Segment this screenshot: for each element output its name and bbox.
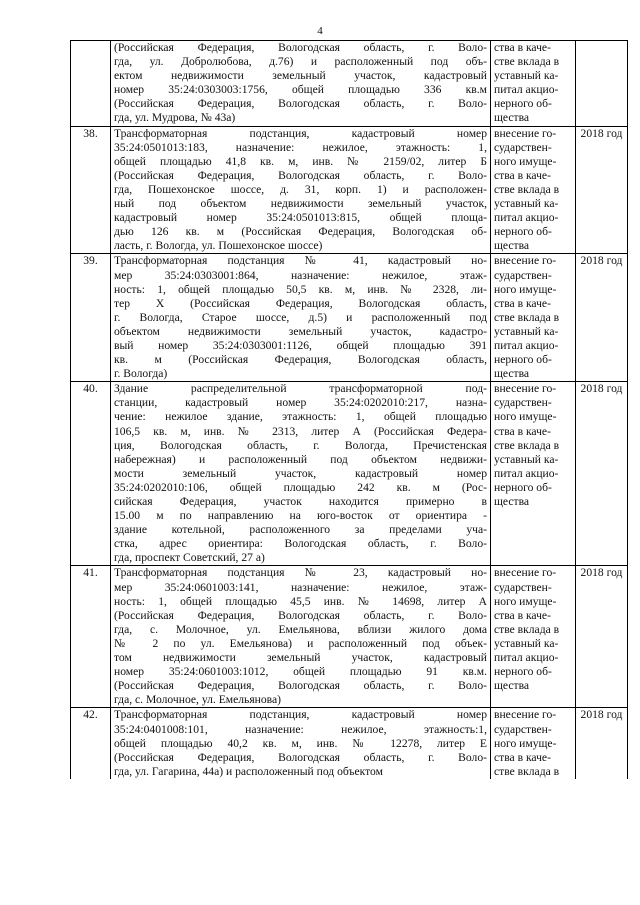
- description-line: том недвижимости земельный участок, кадастровый: [114, 651, 487, 665]
- method-line: внесение го-: [494, 126, 557, 140]
- property-description: [111, 126, 491, 254]
- description-line: чение: нежилое здание, этажность: 1, общей площадью: [114, 410, 487, 424]
- privatization-year: 2018 год: [576, 708, 628, 779]
- method-line: питал акцио-: [494, 83, 559, 97]
- table-row: [71, 566, 628, 708]
- property-table-body: [71, 41, 628, 779]
- description-line: набережная) и расположенный под объектом недвижи-: [114, 452, 487, 466]
- description-line: тер Х (Российская Федерация, Вологодская область,: [114, 296, 487, 310]
- description-line: Трансформаторная подстанция № 23, кадастровый но-: [114, 566, 487, 580]
- method-line: сударствен-: [494, 140, 552, 154]
- property-description: [111, 566, 491, 708]
- method-line: нерного об-: [494, 225, 552, 239]
- description-line: мер 35:24:0303001:864, назначение: нежилое, этаж-: [114, 268, 487, 282]
- row-number: 42.: [71, 708, 111, 779]
- description-line: (Российская Федерация, Вологодская область, г. Воло-: [114, 97, 487, 111]
- privatization-method: [491, 41, 576, 127]
- description-line: ность: 1, общей площадью 45,5 инв. № 14698, литер А: [114, 594, 487, 608]
- description-line: объектом недвижимости земельный участок, кадастро-: [114, 324, 487, 338]
- privatization-year: [576, 41, 628, 127]
- method-line: питал акцио-: [494, 466, 559, 480]
- method-line: нерного об-: [494, 97, 552, 111]
- method-line: ства в каче-: [494, 608, 551, 622]
- method-line: внесение го-: [494, 566, 557, 580]
- method-line: стве вклада в: [494, 622, 560, 636]
- method-line: нерного об-: [494, 665, 552, 679]
- method-line: ного имуще-: [494, 410, 557, 424]
- method-line: ства в каче-: [494, 296, 551, 310]
- method-line: уставный ка-: [494, 636, 559, 650]
- privatization-method: [491, 126, 576, 254]
- privatization-method: [491, 254, 576, 382]
- description-line: здание котельной, расположенного за пределами уча-: [114, 523, 487, 537]
- method-line: щества: [494, 495, 530, 508]
- method-line: питал акцио-: [494, 211, 559, 225]
- method-line: сударствен-: [494, 580, 552, 594]
- table-row: [71, 41, 628, 127]
- privatization-year: 2018 год: [576, 254, 628, 382]
- method-line: нерного об-: [494, 480, 552, 494]
- method-line: щества: [494, 679, 530, 693]
- method-line: сударствен-: [494, 396, 552, 410]
- description-line: гда, Пошехонское шоссе, д. 31, корп. 1) и расположен-: [114, 182, 487, 196]
- privatization-method: [491, 382, 576, 566]
- description-line: (Российская Федерация, Вологодская область, г. Воло-: [114, 41, 487, 54]
- page-number: 4: [317, 25, 323, 37]
- description-line: гда, ул. Гагарина, 44а) и расположенный под объектом: [114, 764, 383, 778]
- description-line: ный под объектом недвижимости земельный участок,: [114, 197, 487, 211]
- description-line: 106,5 кв. м, инв. № 2313, литер А (Российская Федера-: [114, 424, 487, 438]
- description-line: № 2 по ул. Емельянова) и расположенный под объек-: [114, 636, 487, 650]
- property-description: [111, 41, 491, 127]
- property-description: [111, 708, 491, 779]
- property-description: [111, 254, 491, 382]
- description-line: номер 35:24:0303003:1756, общей площадью 336 кв.м: [114, 83, 487, 97]
- description-line: вый номер 35:24:0303001:1126, общей площадью 391: [114, 338, 487, 352]
- table-row: [71, 254, 628, 382]
- method-line: ства в каче-: [494, 424, 551, 438]
- method-line: щества: [494, 239, 530, 253]
- property-description: [111, 382, 491, 566]
- method-line: щества: [494, 111, 530, 125]
- description-line: стка, адрес ориентира: Вологодская область, г. Воло-: [114, 537, 487, 551]
- description-line: Трансформаторная подстанция, кадастровый номер: [114, 126, 487, 140]
- description-line: (Российская Федерация, Вологодская область, г. Воло-: [114, 608, 487, 622]
- method-line: питал акцио-: [494, 651, 559, 665]
- method-line: уставный ка-: [494, 452, 559, 466]
- row-number: [71, 41, 111, 127]
- method-line: стве вклада в: [494, 438, 560, 452]
- description-line: сийская Федерация, участок находится примерно в: [114, 495, 487, 508]
- row-number: 39.: [71, 254, 111, 382]
- table-row: [71, 708, 628, 779]
- description-line: станции, кадастровый номер 35:24:0202010:217, назна-: [114, 396, 487, 410]
- description-line: дью 126 кв. м (Российская Федерация, Вологодская об-: [114, 225, 487, 239]
- table-row: [71, 382, 628, 566]
- method-line: стве вклада в: [494, 310, 560, 324]
- description-line: ция, Вологодская область, г. Вологда, Пречистенская: [114, 438, 487, 452]
- method-line: ного имуще-: [494, 282, 557, 296]
- description-line: (Российская Федерация, Вологодская область, г. Воло-: [114, 679, 487, 693]
- description-line: 35:24:0202010:106, общей площадью 242 кв. м (Рос-: [114, 480, 487, 494]
- description-line: гда, проспект Советский, 27 а): [114, 551, 265, 565]
- method-line: уставный ка-: [494, 69, 559, 83]
- description-line: общей площадью 40,2 кв. м, инв. № 12278, литер Е: [114, 736, 487, 750]
- description-line: ектом недвижимости земельный участок, кадастровый: [114, 69, 487, 83]
- method-line: стве вклада в: [494, 182, 560, 196]
- method-line: сударствен-: [494, 268, 552, 282]
- method-line: ства в каче-: [494, 750, 551, 764]
- method-line: ства в каче-: [494, 168, 551, 182]
- description-line: (Российская Федерация, Вологодская область, г. Воло-: [114, 168, 487, 182]
- description-line: г. Вологда, Старое шоссе, д.5) и расположенный под: [114, 310, 487, 324]
- description-line: Трансформаторная подстанция № 41, кадастровый но-: [114, 254, 487, 268]
- method-line: внесение го-: [494, 708, 557, 722]
- method-line: уставный ка-: [494, 197, 559, 211]
- method-line: внесение го-: [494, 254, 557, 268]
- method-line: сударствен-: [494, 722, 552, 736]
- privatization-year: 2018 год: [576, 382, 628, 566]
- method-line: уставный ка-: [494, 324, 559, 338]
- description-line: ность: 1, общей площадью 50,5 кв. м, инв. № 2328, ли-: [114, 282, 487, 296]
- method-line: щества: [494, 367, 530, 381]
- description-line: номер 35:24:0601003:1012, общей площадью 91 кв.м.: [114, 665, 487, 679]
- description-line: 15.00 м по направлению на юго-восток от ориентира -: [114, 509, 487, 523]
- description-line: кв. м (Российская Федерация, Вологодская область,: [114, 353, 487, 367]
- method-line: стве вклада в: [494, 764, 560, 778]
- description-line: гда, ул. Добролюбова, д.76) и расположенный под объ-: [114, 55, 487, 69]
- method-line: ного имуще-: [494, 594, 557, 608]
- description-line: Здание распределительной трансформаторной под-: [114, 382, 487, 396]
- description-line: 35:24:0501013:183, назначение: нежилое, этажность: 1,: [114, 140, 487, 154]
- description-line: г. Вологда): [114, 367, 168, 381]
- property-table: [70, 40, 628, 779]
- method-line: ства в каче-: [494, 41, 551, 54]
- table-row: [71, 126, 628, 254]
- description-line: общей площадью 41,8 кв. м, инв. № 2159/02, литер Б: [114, 154, 487, 168]
- description-line: ласть, г. Вологда, ул. Пошехонское шоссе): [114, 239, 323, 253]
- method-line: питал акцио-: [494, 338, 559, 352]
- description-line: 35:24:0401008:101, назначение: нежилое, этажность:1,: [114, 722, 487, 736]
- description-line: мости земельный участок, кадастровый номер: [114, 466, 487, 480]
- method-line: стве вклада в: [494, 55, 560, 69]
- privatization-year: 2018 год: [576, 126, 628, 254]
- description-line: гда, ул. Мудрова, № 43а): [114, 111, 236, 125]
- privatization-method: [491, 708, 576, 779]
- method-line: ного имуще-: [494, 154, 557, 168]
- row-number: 38.: [71, 126, 111, 254]
- description-line: (Российская Федерация, Вологодская область, г. Воло-: [114, 750, 487, 764]
- description-line: кадастровый номер 35:24:0501013:815, общей площа-: [114, 211, 487, 225]
- privatization-year: 2018 год: [576, 566, 628, 708]
- method-line: внесение го-: [494, 382, 557, 396]
- description-line: Трансформаторная подстанция, кадастровый номер: [114, 708, 487, 722]
- method-line: нерного об-: [494, 353, 552, 367]
- row-number: 41.: [71, 566, 111, 708]
- method-line: ного имуще-: [494, 736, 557, 750]
- row-number: 40.: [71, 382, 111, 566]
- description-line: гда, с. Молочное, ул. Емельянова, вблизи жилого дома: [114, 622, 487, 636]
- description-line: мер 35:24:0601003:141, назначение: нежилое, этаж-: [114, 580, 487, 594]
- description-line: гда, с. Молочное, ул. Емельянова): [114, 693, 281, 707]
- privatization-method: [491, 566, 576, 708]
